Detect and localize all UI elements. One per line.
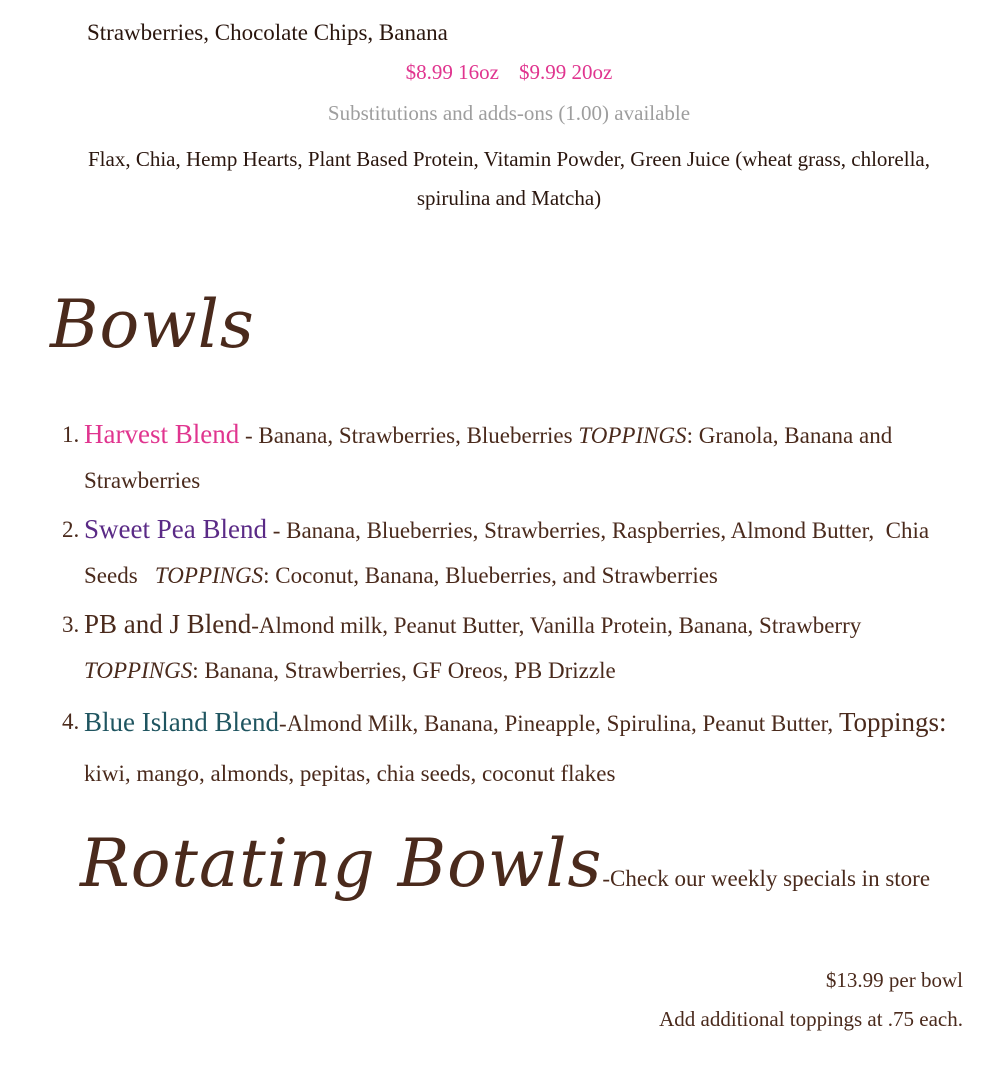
bowl-toppings: : Banana, Strawberries, GF Oreos, PB Drizzle [192,658,616,683]
list-number: 3. [62,612,80,637]
addons-list: Flax, Chia, Hemp Hearts, Plant Based Protein, Vitamin Powder, Green Juice (wheat grass, chlorella, spirulina and Matcha) [88,147,930,210]
smoothie-prices [0,60,990,85]
list-number: 4. [62,709,80,734]
rotating-bowls [80,825,930,902]
bowl-ingredients: - Banana, Blueberries, Strawberries, Raspberries, Almond Butter, Chia Seeds [84,518,935,588]
bowl-toppings: kiwi, mango, almonds, pepitas, chia seeds, coconut flakes [84,761,616,786]
rotating-bowls-heading: Rotating Bowls [80,825,603,902]
bowl-toppings: : Coconut, Banana, Blueberries, and Strawberries [263,563,718,588]
bowl-item-blue-island-blend [62,697,972,799]
bowl-item-sweet-pea-blend [62,507,972,598]
smoothie-ingredients: Strawberries, Chocolate Chips, Banana [87,20,448,45]
price-16oz: $8.99 16oz [405,60,499,84]
bowl-toppings: : Granola, Banana and Strawberries [84,423,893,493]
bowl-ingredients: -Almond milk, Peanut Butter, Vanilla Protein, Banana, Strawberry [251,613,879,638]
bowls-heading: Bowls [50,286,255,363]
list-number: 1. [62,422,80,447]
bowl-ingredients: -Almond Milk, Banana, Pineapple, Spirulina, Peanut Butter, [278,711,839,736]
toppings-label: TOPPINGS [84,658,193,683]
bowl-name: Blue Island Blend [84,707,279,737]
toppings-label: TOPPINGS [578,423,687,448]
toppings-label: Toppings: [838,707,947,737]
bowl-name: PB and J Blend [84,609,252,639]
rotating-bowls-note: -Check our weekly specials in store [602,866,931,891]
additional-toppings-price: Add additional toppings at .75 each. [659,1007,963,1031]
bowl-price: $13.99 per bowl [825,968,963,992]
bowl-item-pb-and-j-blend [62,602,972,693]
list-number: 2. [62,517,80,542]
price-20oz: $9.99 20oz [519,60,613,84]
bowl-item-harvest-blend [62,412,972,503]
substitutions-note: Substitutions and adds-ons (1.00) available [327,101,691,125]
toppings-label: TOPPINGS [154,563,264,588]
bowl-name: Sweet Pea Blend [84,514,267,544]
bowl-name: Harvest Blend [84,419,240,449]
bowl-ingredients: - Banana, Strawberries, Blueberries [239,423,579,448]
